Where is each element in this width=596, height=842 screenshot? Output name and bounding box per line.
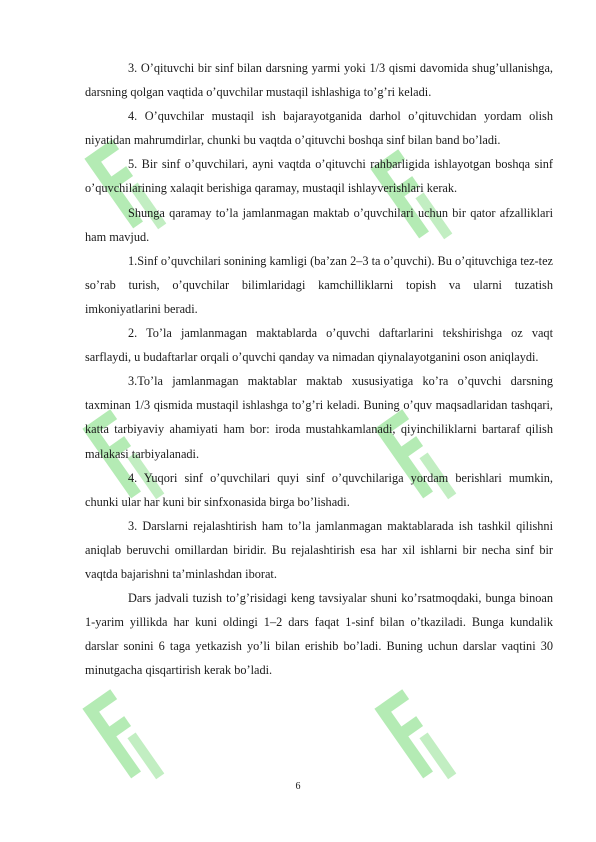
paragraph: 2. To’la jamlanmagan maktablarda o’quvchi daftarlarini tekshirishga oz vaqt sarflaydi, u budaftarlar orqali o’quvchi qanday va nimadan qiynalayotganini oson aniqlaydi.: [85, 326, 553, 365]
document-body: [85, 56, 553, 682]
paragraph: 3. O’qituvchi bir sinf bilan darsning yarmi yoki 1/3 qismi davomida shug’ullanishga, darsning qolgan vaqtida o’quvchilar mustaqil ishlashiga to’g’ri keladi.: [85, 61, 553, 100]
paragraph: Shunga qaramay to’la jamlanmagan maktab o’quvchilari uchun bir qator afzalliklari ham mavjud.: [85, 205, 553, 244]
paragraph: Dars jadvali tuzish to’g’risidagi keng tavsiyalar shuni ko’rsatmoqdaki, bunga binoan 1-yarim yillikda har kuni oldingi 1–2 dars faqat 1-sinf bilan o’tkaziladi. Bunga kundalik darslar sonini 6 taga yetkazish yo’li bilan erishib bo’ladi. Buning uchun darslar vaqtini 30 minutgacha qisqartirish kerak bo’ladi.: [85, 591, 553, 678]
page-number: 6: [295, 781, 301, 792]
paragraph: 3.To’la jamlanmagan maktablar maktab xususiyatiga ko’ra o’quvchi darsning taxminan 1/3 qismida mustaqil ishlashga to’g’ri keladi. Buning o’quv maqsadlaridan tashqari, katta tarbiyaviy ahamiyati ham bor: iroda mustahkamlanadi, qiyinchiliklarni bartaraf qilish malakasi tarbiyalanadi.: [85, 374, 553, 461]
paragraph: 3. Darslarni rejalashtirish ham to’la jamlanmagan maktablarada ish tashkil qilishni aniqlab beruvchi omillardan biridir. Bu rejalashtirish esa har xil ishlarni bir necha sinf bir vaqtda bajarishni ta’minlashdan iborat.: [85, 518, 553, 581]
paragraph: 1.Sinf o’quvchilari sonining kamligi (ba’zan 2–3 ta o’quvchi). Bu o’qituvchiga tez-tez so’rab turish, o’quvchilar bilimlaridagi kamchilliklarni topish va ularni tuzatish imkoniyatlarini beradi.: [85, 253, 553, 316]
paragraph: 5. Bir sinf o’quvchilari, ayni vaqtda o’qituvchi rahbarligida ishlayotgan boshqa sinf o’quvchilarining xalaqit berishiga qaramay, mustaqil ishlayverishlari kerak.: [85, 157, 553, 196]
paragraph: 4. Yuqori sinf o’quvchilari quyi sinf o’quvchilariga yordam berishlari mumkin, chunki ular har kuni bir sinfxonasida birga bo’lishadi.: [85, 470, 553, 509]
paragraph: 4. O’quvchilar mustaqil ish bajarayotganida darhol o’qituvchidan yordam olish niyatidan mahrumdirlar, chunki bu vaqtda o’qituvchi boshqa sinf bilan band bo’ladi.: [85, 109, 553, 148]
